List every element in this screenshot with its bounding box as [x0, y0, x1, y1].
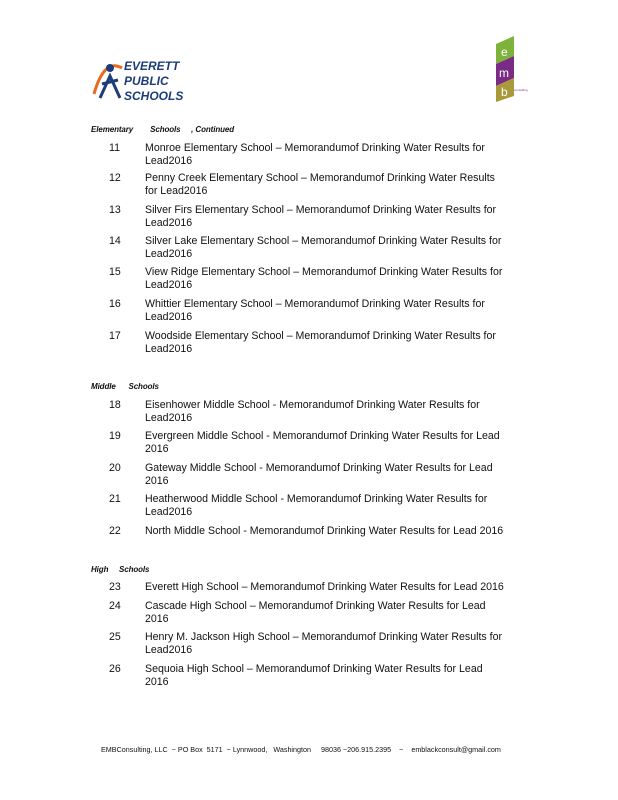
item-text: Eisenhower Middle School - Memorandumof Drinking Water Results for Lead2016	[145, 399, 480, 424]
item-text: Monroe Elementary School – Memorandumof Drinking Water Results for Lead2016	[145, 142, 485, 167]
item-text: Sequoia High School – Memorandumof Drinking Water Results for Lead 2016	[145, 663, 483, 688]
item-text: Silver Lake Elementary School – Memorandumof Drinking Water Results for Lead2016	[145, 235, 502, 260]
item-text: Cascade High School – Memorandumof Drinking Water Results for Lead 2016	[145, 600, 486, 625]
logo-letter-m: m	[499, 66, 509, 80]
item-number: 25	[109, 631, 121, 643]
item-text: View Ridge Elementary School – Memorandumof Drinking Water Results for Lead2016	[145, 266, 503, 291]
item-text: Woodside Elementary School – Memorandumof Drinking Water Results for Lead2016	[145, 330, 496, 355]
everett-public-schools-logo	[90, 54, 206, 106]
logo-letter-b: b	[501, 85, 508, 99]
item-number: 11	[109, 142, 120, 154]
logo-letter-e: e	[501, 45, 508, 59]
item-text: North Middle School - Memorandumof Drinking Water Results for Lead 2016	[145, 525, 504, 537]
item-text: Everett High School – Memorandumof Drinking Water Results for Lead 2016	[145, 581, 504, 593]
item-number: 12	[109, 172, 121, 184]
item-text: Penny Creek Elementary School – Memorandumof Drinking Water Results for Lead2016	[145, 172, 495, 197]
item-number: 19	[109, 430, 121, 442]
item-number: 26	[109, 663, 121, 675]
item-number: 20	[109, 462, 121, 474]
item-number: 15	[109, 266, 121, 278]
item-number: 14	[109, 235, 121, 247]
item-text: Henry M. Jackson High School – Memorandumof Drinking Water Results for Lead2016	[145, 631, 502, 656]
item-text: Whittier Elementary School – Memorandumof Drinking Water Results for Lead2016	[145, 298, 485, 323]
logo-small-text: consulting	[514, 88, 528, 92]
section-heading-middle: Middle Schools	[91, 382, 159, 391]
item-text: Silver Firs Elementary School – Memorandumof Drinking Water Results for Lead2016	[145, 204, 497, 229]
item-number: 13	[109, 204, 121, 216]
item-number: 23	[109, 581, 121, 593]
section-heading-high: High Schools	[91, 565, 150, 574]
item-number: 21	[109, 493, 121, 505]
item-text: Evergreen Middle School - Memorandumof Drinking Water Results for Lead 2016	[145, 430, 500, 455]
logo-line-3: SCHOOLS	[124, 89, 184, 103]
page-footer: EMBConsulting, LLC ~ PO Box 5171 ~ Lynnwood, Washington 98036 ~206.915.2395 ~ emblackconsult@gmail.com	[101, 745, 501, 754]
item-number: 18	[109, 399, 121, 411]
logo-line-2: PUBLIC	[124, 74, 169, 88]
section-heading-elementary: Elementary Schools , Continued	[91, 125, 235, 134]
item-number: 24	[109, 600, 121, 612]
emb-consulting-logo	[482, 34, 532, 102]
item-number: 16	[109, 298, 121, 310]
item-text: Gateway Middle School - Memorandumof Drinking Water Results for Lead 2016	[145, 462, 493, 487]
item-number: 17	[109, 330, 121, 342]
logo-line-1: EVERETT	[124, 59, 180, 73]
item-text: Heatherwood Middle School - Memorandumof Drinking Water Results for Lead2016	[145, 493, 488, 518]
item-number: 22	[109, 525, 121, 537]
